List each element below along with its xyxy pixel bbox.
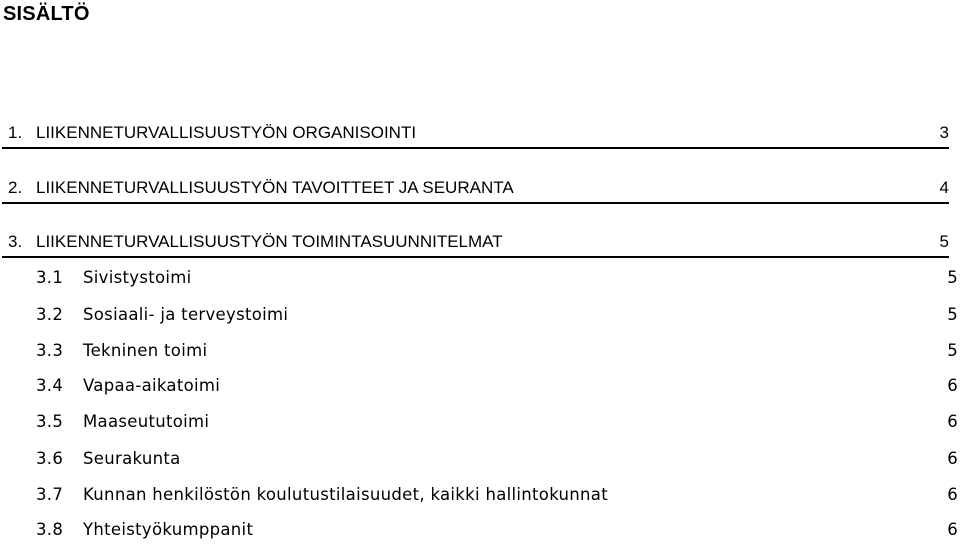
toc-subentry-label: Vapaa-aikatoimi [83,376,221,395]
toc-subentry-number: 3.5 [36,412,64,431]
toc-entry-label: LIIKENNETURVALLISUUSTYÖN TAVOITTEET JA SEURANTA [36,178,514,197]
toc-subentry-label: Seurakunta [83,449,181,468]
toc-entry-1[interactable] [2,121,949,149]
toc-subentry-label: Maaseututoimi [83,412,210,431]
toc-subentry-label: Tekninen toimi [83,341,208,360]
toc-subentry-page: 6 [947,412,958,431]
toc-subentry-number: 3.4 [36,376,64,395]
toc-subentry-page: 5 [947,305,958,324]
toc-entry-label: LIIKENNETURVALLISUUSTYÖN TOIMINTASUUNNITELMAT [36,232,503,251]
toc-subentry-3-7[interactable] [36,483,958,507]
toc-entry-page: 4 [939,178,949,197]
toc-subentry-number: 3.8 [36,520,64,539]
toc-subentry-label: Sosiaali- ja terveystoimi [83,305,289,324]
toc-subentry-3-2[interactable] [36,303,958,327]
toc-subentry-page: 5 [947,268,958,287]
toc-entry-label: LIIKENNETURVALLISUUSTYÖN ORGANISOINTI [36,123,417,142]
toc-subentry-label: Kunnan henkilöstön koulutustilaisuudet, kaikki hallintokunnat [83,485,608,504]
page-title: SISÄLTÖ [3,3,90,25]
toc-subentry-number: 3.7 [36,485,64,504]
toc-subentry-3-5[interactable] [36,410,958,434]
toc-subentry-3-1[interactable] [36,266,958,290]
toc-entry-page: 5 [939,232,949,251]
toc-entry-number: 2. [8,178,23,197]
toc-subentry-page: 6 [947,376,958,395]
toc-subentry-3-3[interactable] [36,339,958,363]
toc-entry-3[interactable] [2,230,949,258]
toc-entry-2[interactable] [2,176,949,204]
toc-subentry-number: 3.1 [36,268,64,287]
toc-subentry-number: 3.3 [36,341,64,360]
toc-entry-number: 1. [8,123,23,142]
toc-subentry-label: Sivistystoimi [83,268,192,287]
toc-subentry-page: 6 [947,520,958,539]
toc-entry-number: 3. [8,232,23,251]
toc-subentry-page: 6 [947,449,958,468]
toc-subentry-3-4[interactable] [36,374,958,398]
toc-subentry-3-8[interactable] [36,518,958,542]
toc-subentry-number: 3.2 [36,305,64,324]
toc-subentry-number: 3.6 [36,449,64,468]
toc-entry-page: 3 [939,123,949,142]
toc-subentry-page: 6 [947,485,958,504]
toc-subentry-3-6[interactable] [36,447,958,471]
toc-subentry-label: Yhteistyökumppanit [83,520,254,539]
toc-subentry-page: 5 [947,341,958,360]
